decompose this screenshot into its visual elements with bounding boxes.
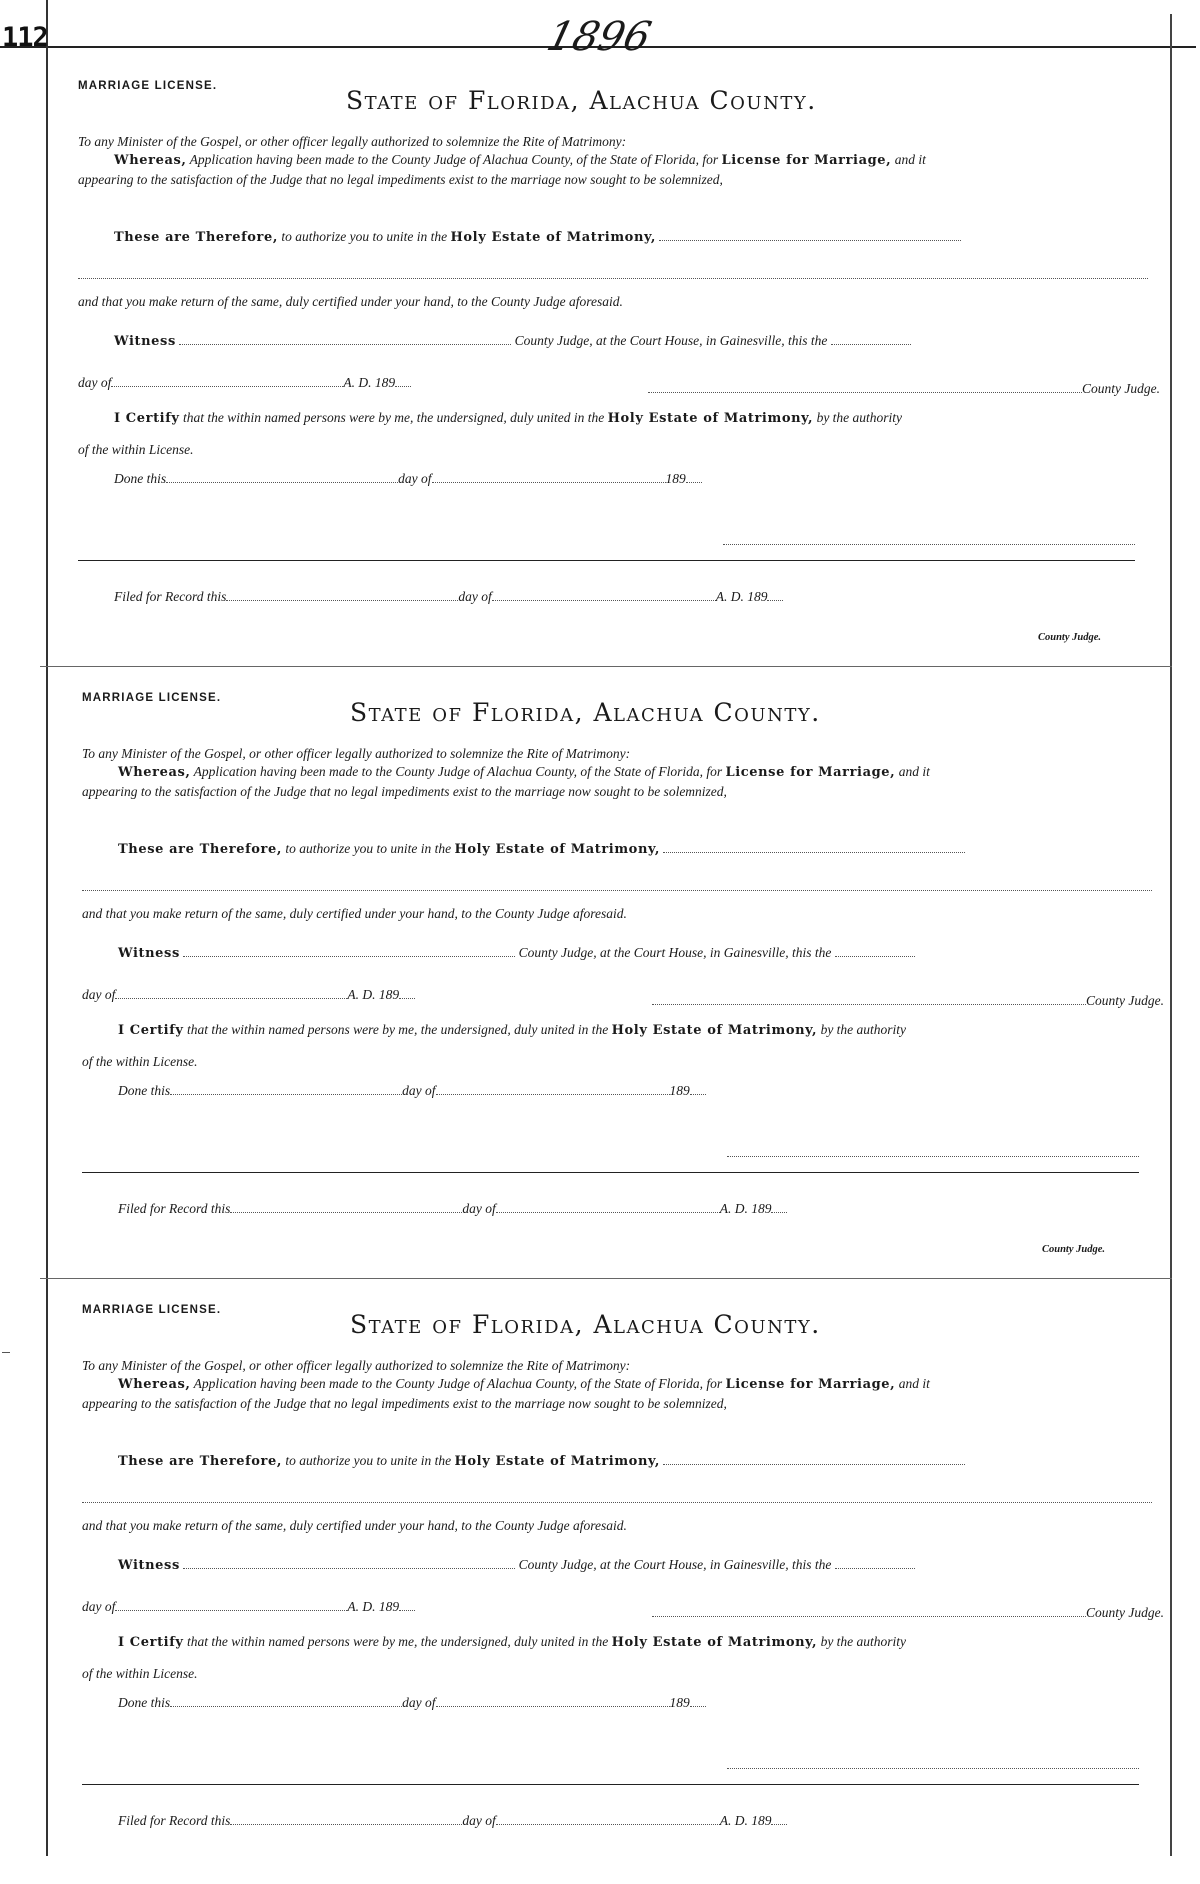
whereas-line — [118, 764, 930, 780]
by-authority: by the authority — [816, 410, 903, 425]
county-judge: County Judge. — [1086, 1605, 1164, 1620]
filed-month-blank — [492, 588, 716, 601]
by-authority: by the authority — [820, 1022, 907, 1037]
license-label: MARRIAGE LICENSE. — [78, 80, 218, 92]
county-judge-signature: County Judge. — [1038, 632, 1102, 643]
names-blank-1 — [663, 1452, 965, 1465]
witness-word: Witness — [114, 334, 176, 349]
done-this: Done this — [118, 1083, 171, 1098]
filed-month-blank — [496, 1200, 720, 1213]
day-of-3: day of — [458, 589, 492, 604]
county-judge: County Judge. — [1082, 381, 1160, 396]
filed-for-record: Filed for Record this — [114, 589, 227, 604]
authorize-text: to authorize you to unite in the — [281, 229, 448, 244]
day-of-2: day of — [398, 471, 432, 486]
county-judge-signature: County Judge. — [1042, 1244, 1106, 1255]
ad-189-2: A. D. 189 — [719, 1813, 772, 1828]
of-within: of the within License. — [82, 1666, 198, 1681]
license-label: MARRIAGE LICENSE. — [82, 1304, 222, 1316]
holy-estate-2: Holy Estate of Matrimony, — [611, 1023, 818, 1038]
right-margin-rule — [1170, 14, 1172, 1856]
filed-year-blank — [767, 588, 783, 601]
license-title: State of Florida, Alachua County. — [350, 698, 821, 727]
names-blank-2 — [78, 278, 1148, 279]
witness-line — [114, 332, 911, 349]
witness-word: Witness — [118, 1558, 180, 1573]
county-judge-line — [648, 380, 1160, 397]
witness-blank — [183, 1556, 515, 1569]
year-189: 189 — [665, 471, 686, 486]
filed-year-blank — [771, 1812, 787, 1825]
done-day-blank — [170, 1082, 402, 1095]
done-year-blank — [690, 1082, 706, 1095]
i-certify: I Certify — [118, 1635, 184, 1650]
appearing-line: appearing to the satisfaction of the Judge that no legal impediments exist to the marriage now sought to be solemnized, — [82, 1396, 727, 1411]
day-of-3: day of — [462, 1201, 496, 1216]
therefore-line — [118, 1452, 965, 1469]
by-authority: by the authority — [820, 1634, 907, 1649]
witness-word: Witness — [118, 946, 180, 961]
filed-line — [118, 1812, 787, 1829]
holy-estate: Holy Estate of Matrimony, — [454, 842, 661, 857]
of-within: of the within License. — [82, 1054, 198, 1069]
filed-for-record: Filed for Record this — [118, 1201, 231, 1216]
certify-text: that the within named persons were by me, the undersigned, duly united in the — [182, 410, 605, 425]
these-are-therefore: These are Therefore, — [118, 1454, 283, 1469]
marriage-license-3 — [48, 1272, 1170, 1884]
i-certify: I Certify — [118, 1023, 184, 1038]
therefore-line — [114, 228, 961, 245]
handwritten-year: 1896 — [542, 14, 656, 60]
done-this-line — [118, 1694, 706, 1711]
license-for-marriage: License for Marriage, — [725, 1377, 896, 1392]
year-189: 189 — [669, 1083, 690, 1098]
court-house-text: County Judge, at the Court House, in Gainesville, this the — [518, 1557, 832, 1572]
certify-line — [114, 410, 902, 426]
done-year-blank — [690, 1694, 706, 1707]
whereas-line — [114, 152, 926, 168]
judge-signature-blank — [648, 380, 1082, 393]
filed-line — [114, 588, 783, 605]
year-blank — [395, 374, 411, 387]
of-within: of the within License. — [78, 442, 194, 457]
county-judge-line — [652, 1604, 1164, 1621]
month-blank — [115, 1598, 347, 1611]
date-blank — [835, 1556, 915, 1569]
whereas-word: Whereas, — [118, 765, 191, 780]
done-day-blank — [170, 1694, 402, 1707]
holy-estate: Holy Estate of Matrimony, — [454, 1454, 661, 1469]
return-line: and that you make return of the same, duly certified under your hand, to the County Judge aforesaid. — [82, 1518, 627, 1533]
marriage-license-1 — [48, 48, 1170, 660]
and-it: and it — [898, 764, 930, 779]
appearing-line: appearing to the satisfaction of the Judge that no legal impediments exist to the marriage now sought to be solemnized, — [78, 172, 723, 187]
whereas-word: Whereas, — [114, 153, 187, 168]
date-blank — [831, 332, 911, 345]
certify-line — [118, 1022, 906, 1038]
license-for-marriage: License for Marriage, — [725, 765, 896, 780]
date-blank — [835, 944, 915, 957]
record-rule — [82, 1784, 1139, 1785]
done-this: Done this — [118, 1695, 171, 1710]
names-blank-1 — [659, 228, 961, 241]
margin-tick — [2, 1352, 10, 1353]
witness-blank — [183, 944, 515, 957]
certify-line — [118, 1634, 906, 1650]
witness-line — [118, 1556, 915, 1573]
appearing-line: appearing to the satisfaction of the Judge that no legal impediments exist to the marriage now sought to be solemnized, — [82, 784, 727, 799]
day-of: day of — [82, 987, 116, 1002]
day-of: day of — [78, 375, 112, 390]
authorize-text: to authorize you to unite in the — [285, 1453, 452, 1468]
minister-signature-blank — [727, 1768, 1139, 1769]
therefore-line — [118, 840, 965, 857]
license-label: MARRIAGE LICENSE. — [82, 692, 222, 704]
month-blank — [115, 986, 347, 999]
filed-month-blank — [496, 1812, 720, 1825]
and-it: and it — [894, 152, 926, 167]
day-of-2: day of — [402, 1695, 436, 1710]
salutation: To any Minister of the Gospel, or other officer legally authorized to solemnize the Rite of Matrimony: — [82, 746, 631, 761]
holy-estate-2: Holy Estate of Matrimony, — [607, 411, 814, 426]
filed-for-record: Filed for Record this — [118, 1813, 231, 1828]
day-of-2: day of — [402, 1083, 436, 1098]
whereas-text: Application having been made to the County Judge of Alachua County, of the State of Florida, for — [189, 152, 719, 167]
judge-signature-blank — [652, 1604, 1086, 1617]
record-rule — [82, 1172, 1139, 1173]
whereas-line — [118, 1376, 930, 1392]
these-are-therefore: These are Therefore, — [118, 842, 283, 857]
day-of-3: day of — [462, 1813, 496, 1828]
county-judge: County Judge. — [1086, 993, 1164, 1008]
ad-189: A. D. 189 — [343, 375, 396, 390]
county-judge-line — [652, 992, 1164, 1009]
witness-blank — [179, 332, 511, 345]
whereas-text: Application having been made to the County Judge of Alachua County, of the State of Florida, for — [193, 764, 723, 779]
holy-estate: Holy Estate of Matrimony, — [450, 230, 657, 245]
ad-189: A. D. 189 — [347, 987, 400, 1002]
court-house-text: County Judge, at the Court House, in Gainesville, this the — [514, 333, 828, 348]
month-blank — [111, 374, 343, 387]
certify-text: that the within named persons were by me, the undersigned, duly united in the — [186, 1022, 609, 1037]
salutation: To any Minister of the Gospel, or other officer legally authorized to solemnize the Rite of Matrimony: — [78, 134, 627, 149]
ad-189-2: A. D. 189 — [715, 589, 768, 604]
filed-line — [118, 1200, 787, 1217]
license-title: State of Florida, Alachua County. — [350, 1310, 821, 1339]
filed-day-blank — [230, 1200, 462, 1213]
done-year-blank — [686, 470, 702, 483]
marriage-license-2 — [48, 660, 1170, 1272]
and-it: and it — [898, 1376, 930, 1391]
minister-signature-blank — [723, 544, 1135, 545]
whereas-text: Application having been made to the County Judge of Alachua County, of the State of Florida, for — [193, 1376, 723, 1391]
page-number: 112 — [2, 22, 48, 53]
certify-text: that the within named persons were by me, the undersigned, duly united in the — [186, 1634, 609, 1649]
return-line: and that you make return of the same, duly certified under your hand, to the County Judge aforesaid. — [82, 906, 627, 921]
holy-estate-2: Holy Estate of Matrimony, — [611, 1635, 818, 1650]
ad-189: A. D. 189 — [347, 1599, 400, 1614]
day-of-line — [82, 1598, 415, 1615]
record-rule — [78, 560, 1135, 561]
court-house-text: County Judge, at the Court House, in Gainesville, this the — [518, 945, 832, 960]
year-189: 189 — [669, 1695, 690, 1710]
judge-signature-blank — [652, 992, 1086, 1005]
return-line: and that you make return of the same, duly certified under your hand, to the County Judge aforesaid. — [78, 294, 623, 309]
day-of: day of — [82, 1599, 116, 1614]
license-for-marriage: License for Marriage, — [721, 153, 892, 168]
witness-line — [118, 944, 915, 961]
done-month-blank — [436, 1694, 670, 1707]
authorize-text: to authorize you to unite in the — [285, 841, 452, 856]
names-blank-2 — [82, 890, 1152, 891]
these-are-therefore: These are Therefore, — [114, 230, 279, 245]
done-month-blank — [432, 470, 666, 483]
filed-day-blank — [230, 1812, 462, 1825]
done-this-line — [114, 470, 702, 487]
salutation: To any Minister of the Gospel, or other officer legally authorized to solemnize the Rite of Matrimony: — [82, 1358, 631, 1373]
filed-day-blank — [226, 588, 458, 601]
done-this: Done this — [114, 471, 167, 486]
done-day-blank — [166, 470, 398, 483]
names-blank-1 — [663, 840, 965, 853]
done-this-line — [118, 1082, 706, 1099]
done-month-blank — [436, 1082, 670, 1095]
names-blank-2 — [82, 1502, 1152, 1503]
i-certify: I Certify — [114, 411, 180, 426]
year-blank — [399, 986, 415, 999]
day-of-line — [78, 374, 411, 391]
license-title: State of Florida, Alachua County. — [346, 86, 817, 115]
year-blank — [399, 1598, 415, 1611]
whereas-word: Whereas, — [118, 1377, 191, 1392]
day-of-line — [82, 986, 415, 1003]
ad-189-2: A. D. 189 — [719, 1201, 772, 1216]
minister-signature-blank — [727, 1156, 1139, 1157]
filed-year-blank — [771, 1200, 787, 1213]
